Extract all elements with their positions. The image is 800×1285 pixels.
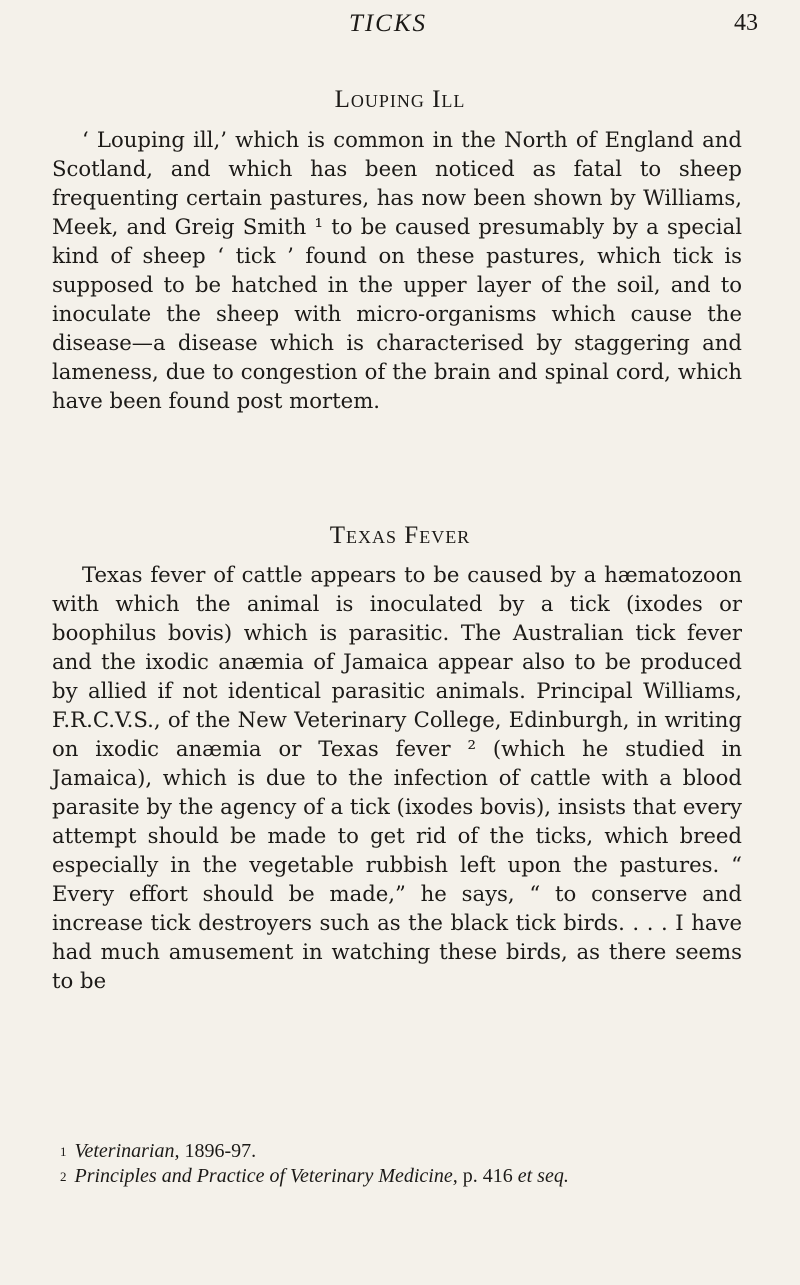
- running-head: [0, 8, 800, 48]
- footnote-details: 1896-97.: [184, 1140, 257, 1162]
- footnote-source: Principles and Practice of Veterinary Medicine,: [74, 1165, 458, 1187]
- running-head-title: TICKS: [348, 10, 428, 37]
- footnotes: [60, 1139, 750, 1189]
- footnote-number: 2: [60, 1169, 67, 1184]
- paragraph-louping-ill: ‘ Louping ill,’ which is common in the North of England and Scotland, and which has been noticed as fatal to sheep frequenting certain pastures, has now been shown by Williams, Meek, and Greig Smith ¹ to be caused presumably by a special kind of sheep ‘ tick ’ found on these pastures, which tick is supposed to be hatched in the upper layer of the soil, and to inoculate the sheep with micro-organisms which cause the disease—a disease which is characterised by staggering and lameness, due to congestion of the brain and spinal cord, which have been found post mortem.: [52, 127, 742, 413]
- page-number: 43: [734, 10, 758, 36]
- section-heading-texas-fever: Texas Fever: [329, 522, 471, 549]
- footnote-details: p. 416: [462, 1165, 513, 1187]
- paragraph-texas-fever: Texas fever of cattle appears to be caused by a hæmatozoon with which the animal is inoculated by a tick (ixodes or boophilus bovis) which is parasitic. The Australian tick fever and the ixodic anæmia of Jamaica appear also to be produced by allied if not identical parasitic animals. Principal Williams, F.R.C.V.S., of the New Veterinary College, Edinburgh, in writing on ixodic anæmia or Texas fever ² (which he studied in Jamaica), which is due to the infection of cattle with a blood parasite by the agency of a tick (ixodes bovis), insists that every attempt should be made to get rid of the ticks, which breed especially in the vegetable rubbish left upon the pastures. “ Every effort should be made,” he says, “ to conserve and increase tick destroyers such as the black tick birds. . . . I have had much amusement in watching these birds, as there seems to be: [52, 562, 742, 993]
- section-heading-louping-ill: Louping Ill: [334, 86, 466, 113]
- footnote-number: 1: [60, 1144, 67, 1159]
- footnote: [60, 1164, 750, 1189]
- footnote-source: Veterinarian,: [74, 1140, 180, 1162]
- footnote: [60, 1139, 750, 1164]
- footnote-suffix: et seq.: [517, 1165, 569, 1187]
